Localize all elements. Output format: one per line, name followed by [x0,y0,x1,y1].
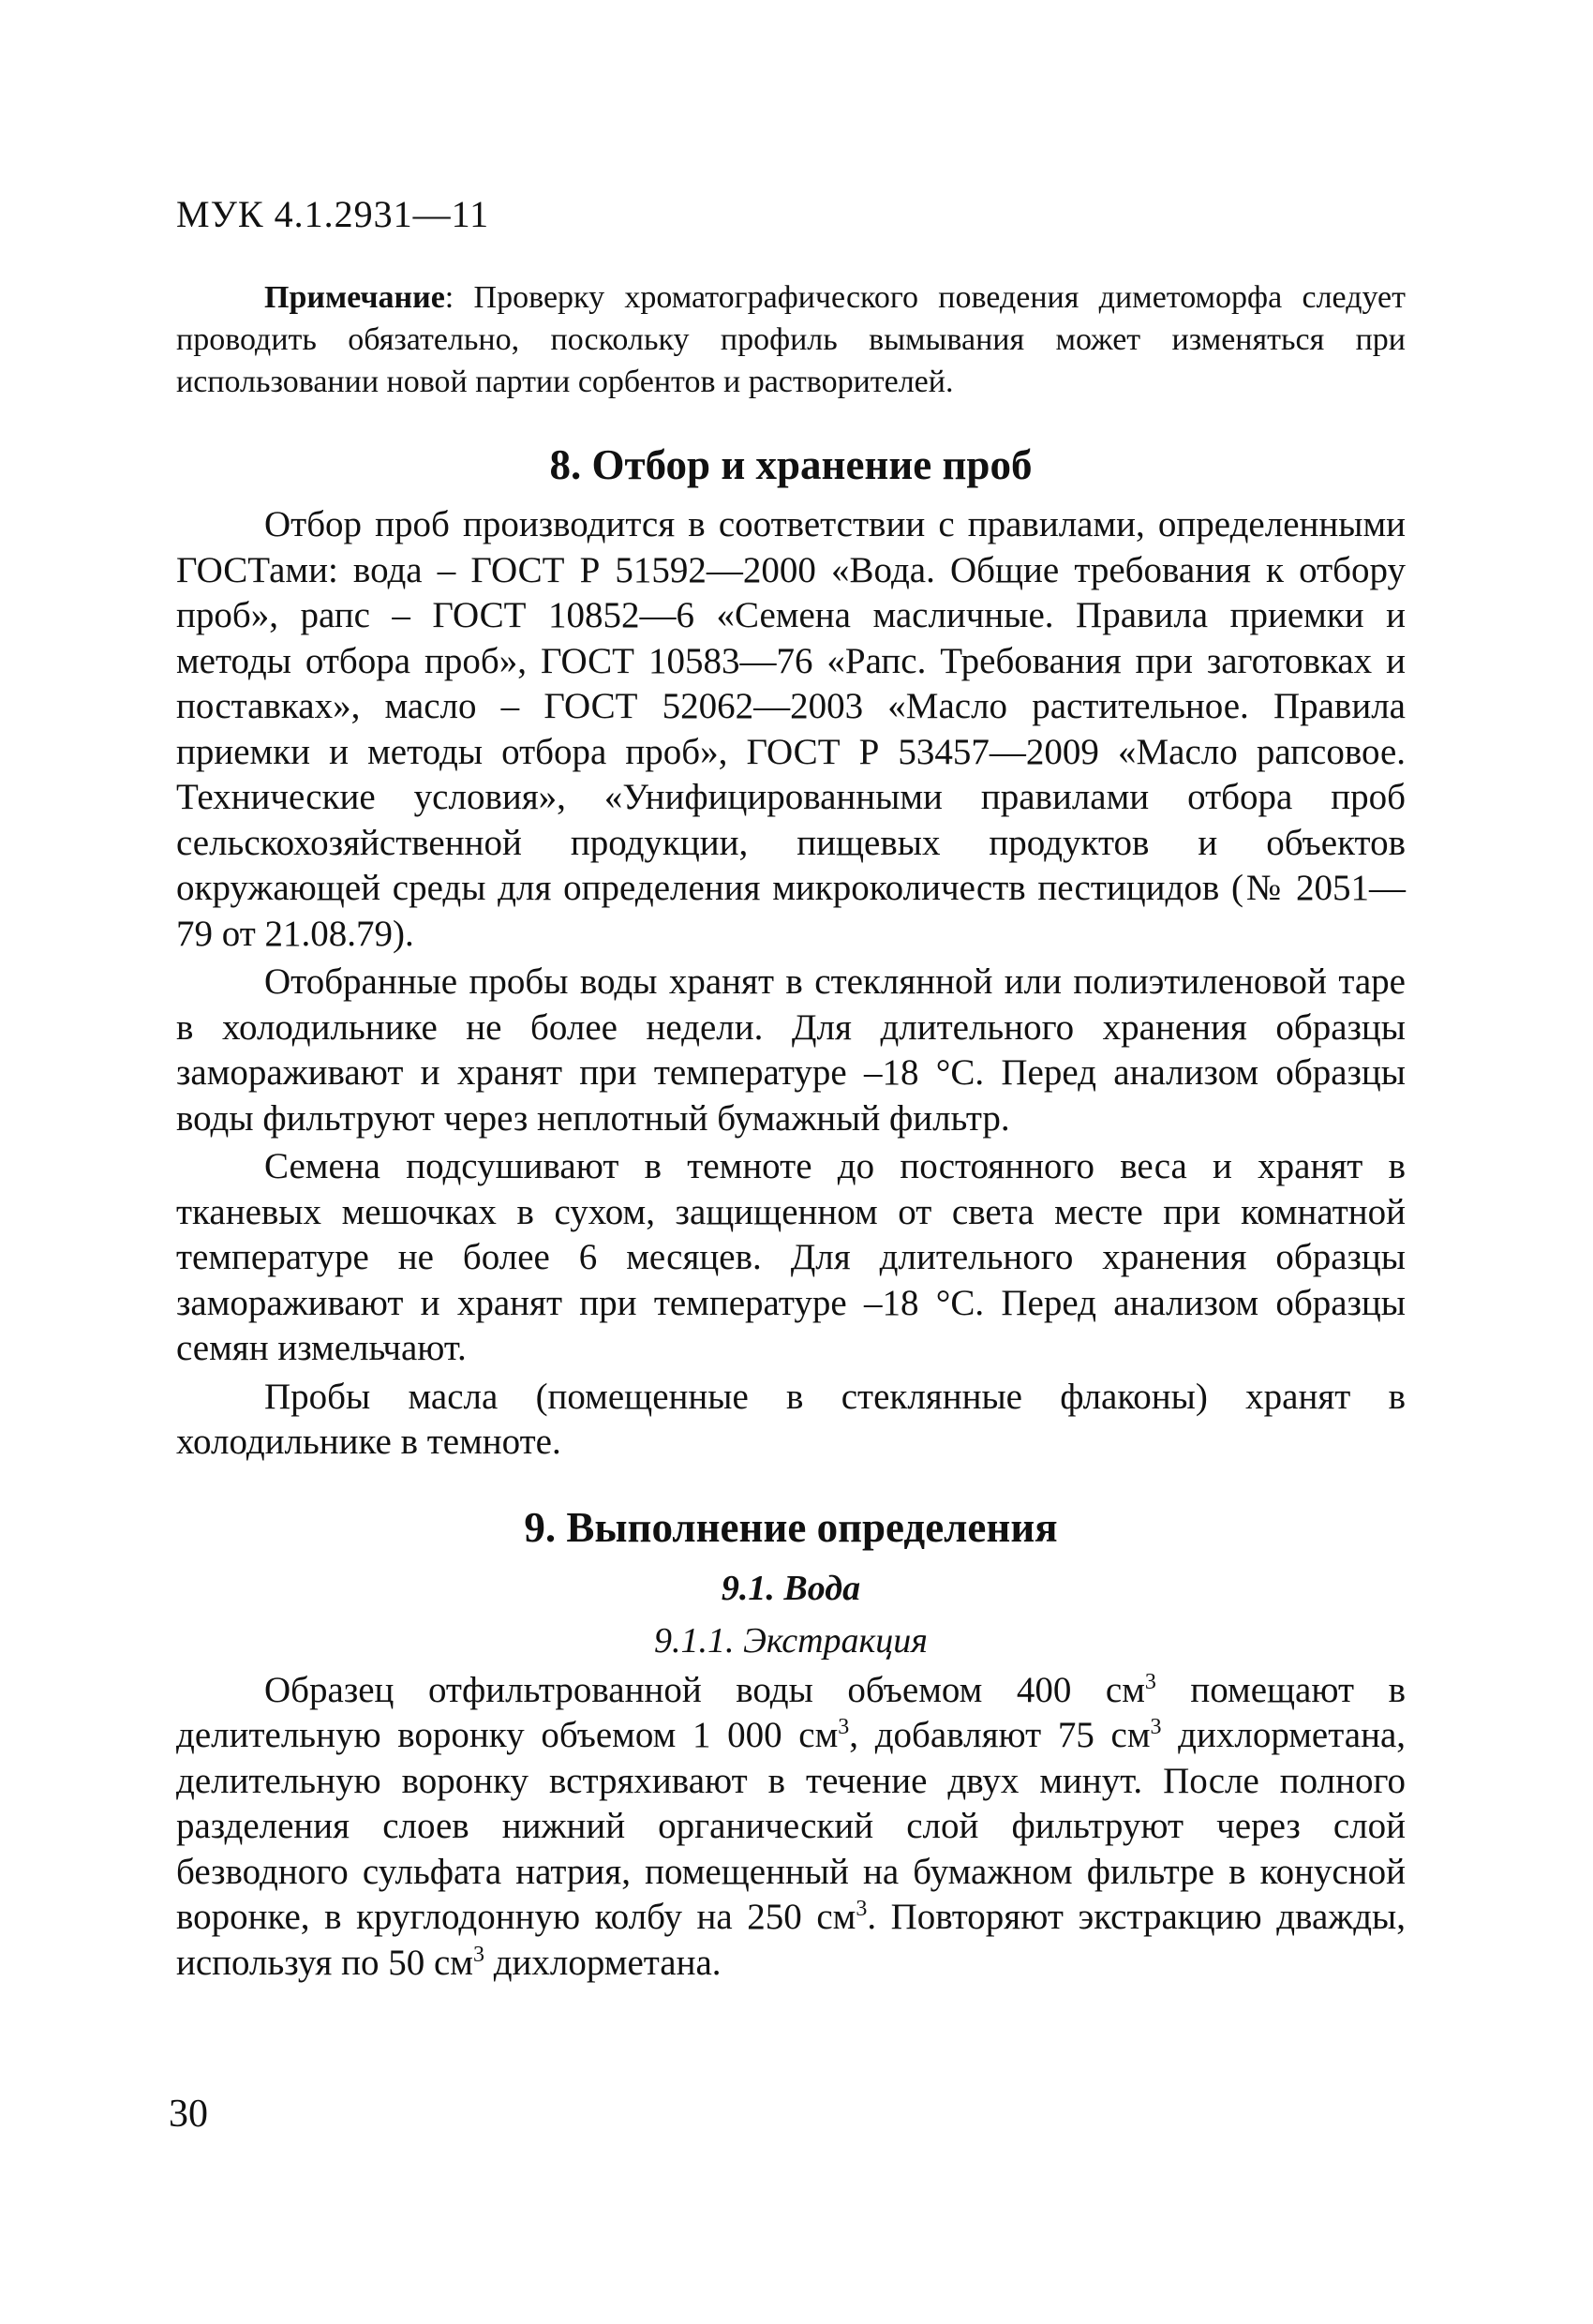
page-number: 30 [169,2093,208,2136]
subsection-9-1-1-title: 9.1.1. Экстракция [654,1620,928,1661]
superscript-3: 3 [856,1897,868,1921]
extraction-text-2: помещают в делительную воронку объемом 1 000 см [176,1669,1406,1755]
section-8-paragraph-2: Отобранные пробы воды хранят в стеклянной или полиэтиленовой таре в холодильнике не более недели. Для длительного хранения образцы замораживают и хранят при температуре –18 °С. Перед анализом образцы воды фильтруют через неплотный бумажный фильтр. [176,961,1406,1139]
superscript-3: 3 [472,1942,484,1967]
subsection-9-1-title: 9.1. Вода [721,1568,861,1608]
page-content [176,276,1406,1989]
note-text: : Проверку хроматографического поведения диметоморфа следует проводить обязательно, поскольку профиль вымывания может изменяться при использовании новой партии сорбентов и растворителей. [176,280,1406,399]
extraction-text-1: Образец отфильтрованной воды объемом 400 см [264,1669,1145,1710]
section-8-paragraph-3: Семена подсушивают в темноте до постоянного веса и хранят в тканевых мешочках в сухом, защищенном от света месте при комнатной температуре не более 6 месяцев. Для длительного хранения образцы замораживают и хранят при температуре –18 °С. Перед анализом образцы семян измельчают. [176,1146,1406,1368]
extraction-text-5: . Повторяют экстракцию дважды, используя по 50 см [176,1897,1406,1983]
section-8-paragraph-1: Отбор проб производится в соответствии с правилами, определенными ГОСТами: вода – ГОСТ Р 51592—2000 «Вода. Общие требования к отбору проб», рапс – ГОСТ 10852—6 «Семена масличные. Правила приемки и методы отбора проб», ГОСТ 10583—76 «Рапс. Требования при заготовках и поставках», масло – ГОСТ 52062—2003 «Масло растительное. Правила приемки и методы отбора проб», ГОСТ Р 53457—2009 «Масло рапсовое. Технические условия», «Унифицированными правилами отбора проб сельскохозяйственной продукции, пищевых продуктов и объектов окружающей среды для определения микроколичеств пестицидов (№ 2051—79 от 21.08.79). [176,504,1406,954]
section-9-title: 9. Выполнение определения [524,1503,1058,1551]
extraction-text-4: дихлорметана, делительную воронку встряхивают в течение двух минут. После полного разделения слоев нижний органический слой фильтруют через слой безводного сульфата натрия, помещенный на бумажном фильтре в конусной воронке, в круглодонную колбу на 250 см [176,1715,1407,1937]
extraction-text-3: , добавляют 75 см [849,1715,1151,1755]
superscript-3: 3 [1150,1715,1162,1739]
section-8-title: 8. Отбор и хранение проб [549,441,1033,488]
superscript-3: 3 [1144,1669,1156,1694]
extraction-paragraph [176,1668,1406,1987]
section-8-paragraph-4: Пробы масла (помещенные в стеклянные флаконы) хранят в холодильнике в темноте. [176,1376,1406,1462]
superscript-3: 3 [838,1715,850,1739]
note-paragraph [176,276,1406,403]
document-code-header: МУК 4.1.2931—11 [176,193,490,235]
extraction-text-6: дихлорметана. [484,1942,722,1983]
note-label: Примечание [264,280,445,315]
